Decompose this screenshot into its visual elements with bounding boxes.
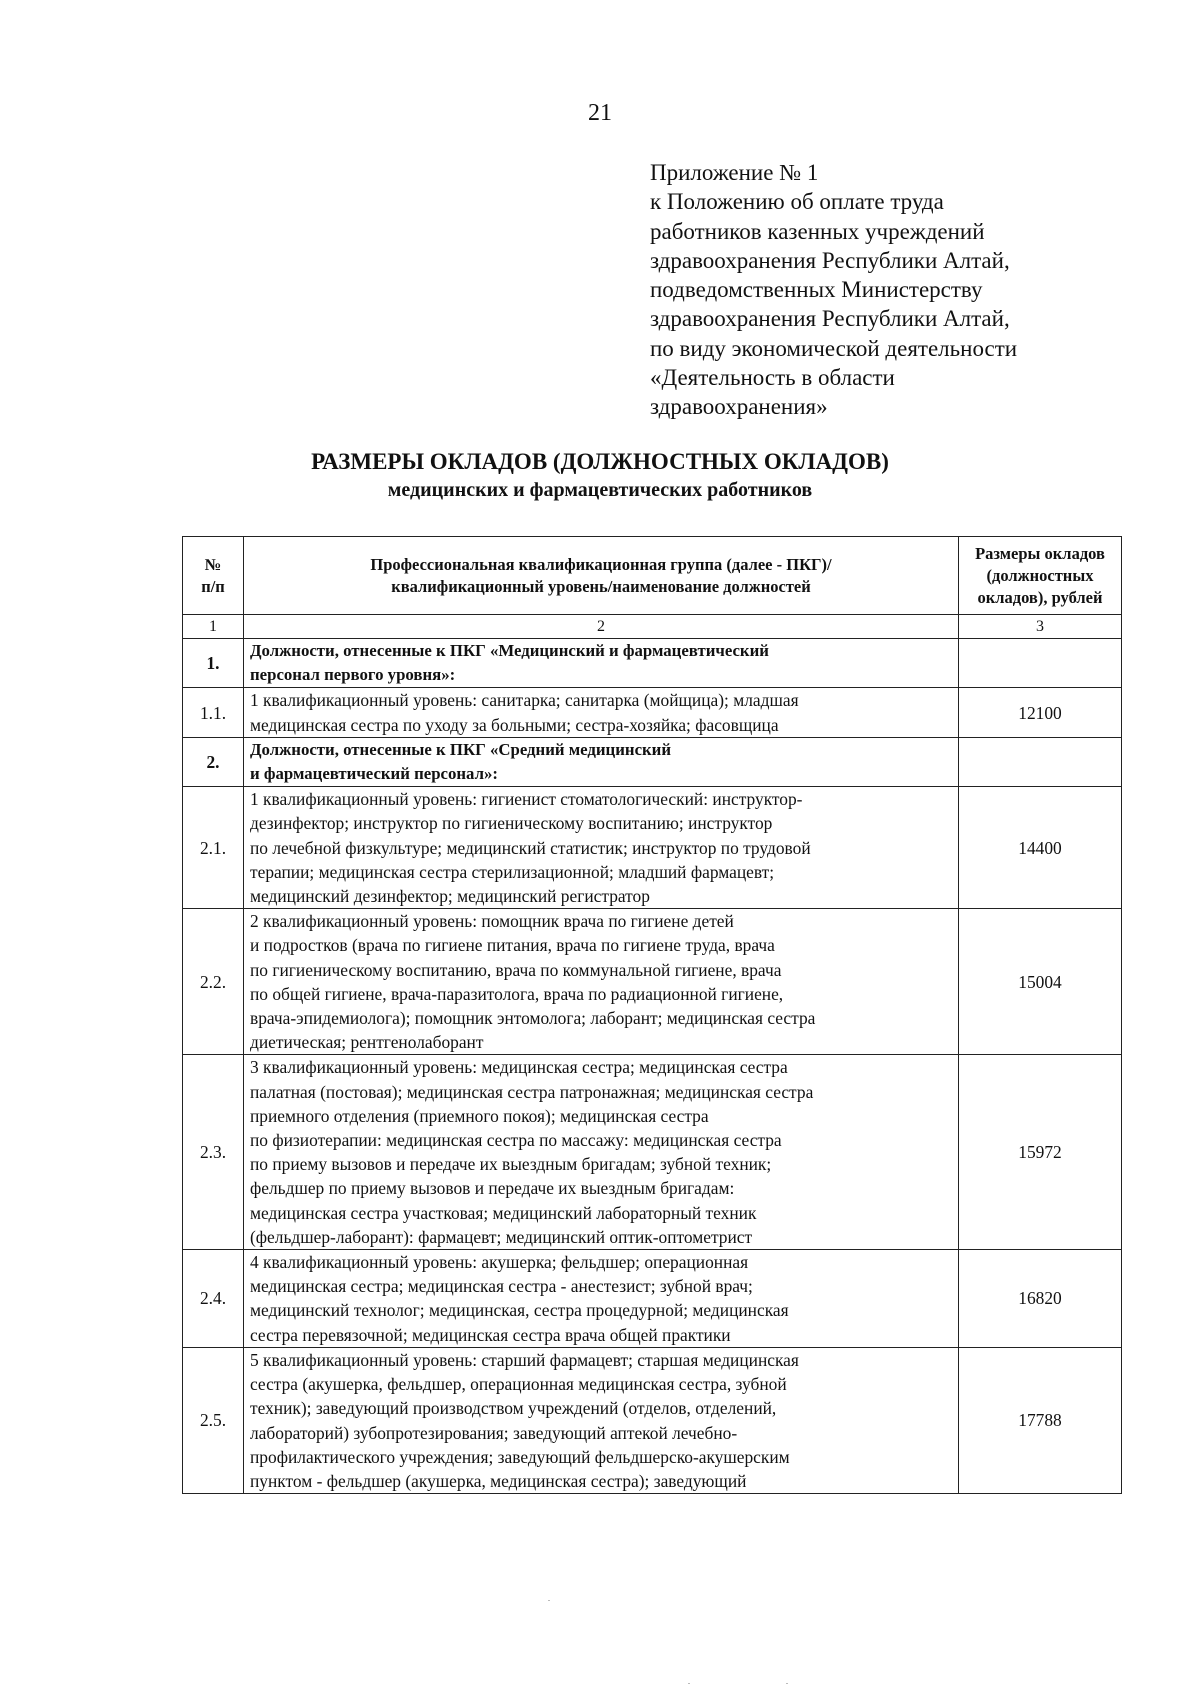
- column-index: 2: [244, 615, 959, 639]
- table-row: [183, 688, 1122, 737]
- description-line: лабораторий) зубопротезирования; заведующий аптекой лечебно-: [250, 1422, 738, 1443]
- row-salary: 17788: [959, 1347, 1122, 1493]
- scan-speck: [786, 1683, 788, 1684]
- row-number: 1.: [183, 639, 244, 688]
- description-line: и подростков (врача по гигиене питания, врача по гигиене труда, врача: [250, 935, 775, 956]
- row-number: 1.1.: [183, 688, 244, 737]
- header-salary-line: (должностных: [986, 565, 1094, 585]
- header-number-line: п/п: [201, 576, 225, 596]
- description-line: медицинская сестра по уходу за больными; сестра-хозяйка; фасовщица: [250, 714, 779, 735]
- row-number: 2.3.: [183, 1055, 244, 1250]
- row-number: 2.: [183, 737, 244, 786]
- row-number: 2.5.: [183, 1347, 244, 1493]
- scan-speck: [688, 1683, 690, 1684]
- row-description: [244, 909, 959, 1055]
- table-header-row: [183, 537, 1122, 615]
- header-name-line: Профессиональная квалификационная группа (далее - ПКГ)/: [370, 554, 832, 574]
- row-description: [244, 1347, 959, 1493]
- row-number: 2.1.: [183, 787, 244, 909]
- description-line: по гигиеническому воспитанию, врача по коммунальной гигиене, врача: [250, 959, 782, 980]
- description-line: по общей гигиене, врача-паразитолога, врача по радиационной гигиене,: [250, 983, 784, 1004]
- description-line: Должности, отнесенные к ПКГ «Медицинский и фармацевтический: [250, 641, 769, 660]
- description-line: дезинфектор; инструктор по гигиеническому воспитанию; инструктор: [250, 813, 773, 834]
- column-index-row: [183, 615, 1122, 639]
- description-line: (фельдшер-лаборант): фармацевт; медицинский оптик-оптометрист: [250, 1226, 753, 1247]
- description-line: пунктом - фельдшер (акушерка, медицинская сестра); заведующий: [250, 1470, 747, 1491]
- header-number: [183, 537, 244, 615]
- description-line: палатная (постовая); медицинская сестра патронажная; медицинская сестра: [250, 1081, 814, 1102]
- description-line: 3 квалификационный уровень: медицинская сестра; медицинская сестра: [250, 1057, 788, 1078]
- row-number: 2.4.: [183, 1250, 244, 1348]
- row-description: [244, 688, 959, 737]
- table-body: [183, 615, 1122, 1494]
- row-number: 2.2.: [183, 909, 244, 1055]
- description-line: медицинский технолог; медицинская, сестра процедурной; медицинская: [250, 1300, 789, 1321]
- appendix-line: здравоохранения»: [650, 394, 828, 420]
- appendix-line: здравоохранения Республики Алтай,: [650, 306, 1010, 332]
- header-number-line: №: [204, 554, 222, 574]
- table-group-row: [183, 639, 1122, 688]
- document-title: РАЗМЕРЫ ОКЛАДОВ (ДОЛЖНОСТНЫХ ОКЛАДОВ): [311, 449, 889, 474]
- description-line: по физиотерапии: медицинская сестра по массажу: медицинская сестра: [250, 1130, 782, 1151]
- row-description: [244, 787, 959, 909]
- appendix-line: «Деятельность в области: [650, 365, 895, 391]
- description-line: сестра перевязочной; медицинская сестра врача общей практики: [250, 1324, 731, 1345]
- document-subtitle: медицинских и фармацевтических работников: [387, 479, 813, 501]
- row-salary: 14400: [959, 787, 1122, 909]
- description-line: и фармацевтический персонал»:: [250, 764, 498, 784]
- appendix-line: Приложение № 1: [650, 160, 819, 185]
- appendix-line: к Положению об оплате труда: [650, 189, 944, 215]
- appendix-line: здравоохранения Республики Алтай,: [650, 247, 1010, 273]
- description-line: по приему вызовов и передаче их выездным бригадам; зубной техник;: [250, 1154, 772, 1175]
- row-salary: 12100: [959, 688, 1122, 737]
- table-row: [183, 909, 1122, 1055]
- row-salary: 16820: [959, 1250, 1122, 1348]
- table-group-row: [183, 737, 1122, 786]
- row-description: [244, 639, 959, 688]
- appendix-line: по виду экономической деятельности: [650, 335, 1018, 361]
- description-line: Должности, отнесенные к ПКГ «Средний медицинский: [250, 739, 672, 759]
- description-line: врача-эпидемиолога); помощник энтомолога; лаборант; медицинская сестра: [250, 1008, 816, 1029]
- page-number: 21: [588, 100, 612, 126]
- header-salary-line: окладов), рублей: [977, 587, 1103, 607]
- description-line: по лечебной физкультуре; медицинский статистик; инструктор по трудовой: [250, 837, 811, 858]
- table-row: [183, 787, 1122, 909]
- salary-table: [182, 536, 1122, 1494]
- row-salary: [959, 639, 1122, 688]
- table-row: [183, 1250, 1122, 1348]
- description-line: 5 квалификационный уровень: старший фармацевт; старшая медицинская: [250, 1349, 799, 1370]
- description-line: медицинская сестра; медицинская сестра - анестезист; зубной врач;: [250, 1276, 753, 1297]
- description-line: фельдшер по приему вызовов и передаче их выездным бригадам:: [250, 1178, 735, 1199]
- appendix-line: работников казенных учреждений: [650, 218, 985, 244]
- header-name: [244, 537, 959, 615]
- description-line: 1 квалификационный уровень: гигиенист стоматологический: инструктор-: [250, 789, 803, 810]
- header-salary-line: Размеры окладов: [975, 543, 1105, 563]
- description-line: 4 квалификационный уровень: акушерка; фельдшер; операционная: [250, 1252, 749, 1273]
- description-line: персонал первого уровня»:: [250, 665, 456, 685]
- column-index: 1: [183, 615, 244, 639]
- scan-speck: [548, 1600, 550, 1601]
- table-row: [183, 1347, 1122, 1493]
- description-line: медицинский дезинфектор; медицинский регистратор: [250, 886, 650, 907]
- row-salary: 15004: [959, 909, 1122, 1055]
- row-salary: [959, 737, 1122, 786]
- description-line: терапии; медицинская сестра стерилизационной; младший фармацевт;: [250, 861, 775, 882]
- description-line: диетическая; рентгенолаборант: [250, 1032, 484, 1053]
- row-salary: 15972: [959, 1055, 1122, 1250]
- description-line: профилактического учреждения; заведующий фельдшерско-акушерским: [250, 1446, 790, 1467]
- row-description: [244, 1250, 959, 1348]
- header-salary: [959, 537, 1122, 615]
- description-line: 2 квалификационный уровень: помощник врача по гигиене детей: [250, 911, 734, 932]
- description-line: 1 квалификационный уровень: санитарка; санитарка (мойщица); младшая: [250, 690, 799, 711]
- header-name-line: квалификационный уровень/наименование должностей: [391, 576, 811, 596]
- description-line: сестра (акушерка, фельдшер, операционная медицинская сестра, зубной: [250, 1374, 787, 1395]
- column-index: 3: [959, 615, 1122, 639]
- description-line: приемного отделения (приемного покоя); медицинская сестра: [250, 1105, 709, 1126]
- row-description: [244, 1055, 959, 1250]
- row-description: [244, 737, 959, 786]
- appendix-line: подведомственных Министерству: [650, 277, 983, 303]
- table-row: [183, 1055, 1122, 1250]
- description-line: техник); заведующий производством учреждений (отделов, отделений,: [250, 1398, 777, 1419]
- appendix-note: [650, 158, 1120, 422]
- description-line: медицинская сестра участковая; медицинский лабораторный техник: [250, 1202, 757, 1223]
